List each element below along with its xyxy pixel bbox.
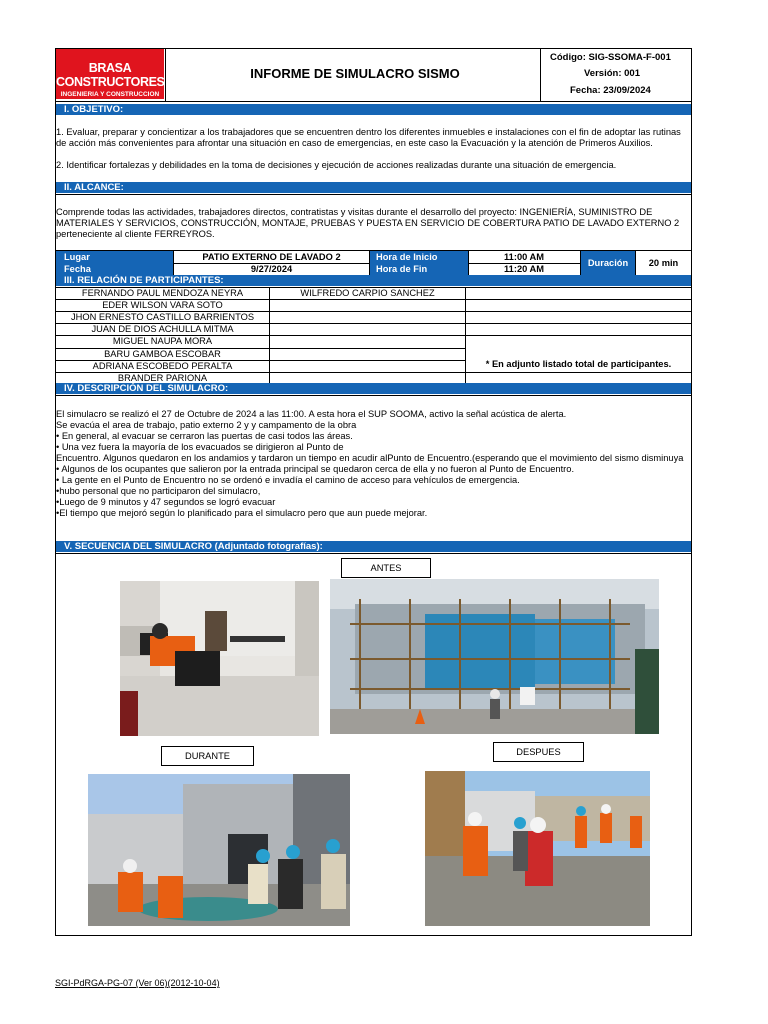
description-text	[56, 409, 690, 519]
photo-office	[120, 581, 319, 736]
hora-inicio-label: Hora de Inicio	[376, 252, 438, 262]
participant-cell: JUAN DE DIOS ACHULLA MITMA	[91, 324, 234, 334]
doc-code: Código: SIG-SSOMA-F-001	[550, 52, 671, 63]
participant-col-line	[269, 287, 270, 384]
fecha-label: Fecha	[64, 264, 91, 274]
description-line: • Una vez fuera la mayoría de los evacuados se dirigieron al Punto de	[56, 442, 344, 452]
participant-row-line	[56, 287, 691, 288]
participant-cell	[270, 311, 465, 323]
participant-row-line	[56, 311, 691, 312]
doc-date: Fecha: 23/09/2024	[570, 85, 651, 96]
participant-cell	[270, 299, 465, 311]
header-divider-right	[540, 48, 541, 101]
hora-inicio-value: 11:00 AM	[504, 252, 544, 262]
label-durante: DURANTE	[161, 746, 254, 766]
description-line: •Luego de 9 minutos y 47 segundos se logró evacuar	[56, 497, 276, 507]
footer-code: SGI-PdRGA-PG-07 (Ver 06)(2012-10-04)	[55, 978, 220, 988]
participant-cell	[270, 323, 465, 335]
hora-fin-label: Hora de Fin	[376, 264, 428, 274]
description-line: • En general, al evacuar se cerraron las puertas de casi todos las áreas.	[56, 431, 353, 441]
participant-cell	[466, 335, 691, 347]
duracion-value: 20 min	[648, 258, 679, 268]
fecha-value: 9/27/2024	[250, 264, 293, 274]
description-line: Se evacúa el area de trabajo, patio externo 2 y y campamento de la obra	[56, 420, 357, 430]
description-line: •hubo personal que no participaron del simulacro,	[56, 486, 261, 496]
scope-divider	[56, 194, 691, 195]
logo-name: BRASA CONSTRUCTORES	[56, 61, 165, 89]
photo-scaffolding	[330, 579, 659, 734]
info-vline-1	[173, 250, 174, 276]
description-line: • La gente en el Punto de Encuentro no se ordenó e invadía el camino de acceso para vehículos de emergencia.	[56, 475, 520, 485]
section-participants-heading: III. RELACIÓN DE PARTICIPANTES:	[56, 275, 691, 286]
participant-cell	[270, 335, 465, 347]
participant-cell: MIGUEL NAUPA MORA	[112, 336, 213, 346]
doc-version: Versión: 001	[584, 68, 640, 79]
section-description-heading: IV. DESCRIPCIÓN DEL SIMULACRO:	[56, 383, 691, 394]
description-line: El simulacro se realizó el 27 de Octubre de 2024 a las 11:00. A esta hora el SUP SOOMA, activo la señal acústica de alerta.	[56, 409, 567, 419]
hora-fin-value: 11:20 AM	[504, 264, 544, 274]
document-title: INFORME DE SIMULACRO SISMO	[250, 66, 460, 81]
participants-note: * En adjunto listado total de participantes.	[485, 359, 672, 369]
description-divider	[56, 395, 691, 396]
participant-row-line	[56, 323, 691, 324]
participant-row-line	[56, 348, 466, 349]
participant-cell: EDER WILSON VARA SOTO	[102, 300, 223, 310]
lugar-label: Lugar	[64, 252, 90, 262]
company-logo	[56, 49, 164, 99]
participant-cell: JHON ERNESTO CASTILLO BARRIENTOS	[70, 312, 255, 322]
duracion-label: Duración	[581, 251, 635, 275]
participant-cell	[466, 323, 691, 335]
photo-meeting-point	[425, 771, 650, 926]
description-line: Encuentro. Algunos quedaron en los andamios y tardaron un tiempo en acudir alPunto de Encuentro.(esperando que el movimiento del sismo disminuya	[56, 453, 684, 463]
participant-cell	[270, 348, 465, 360]
participant-cell: ADRIANA ESCOBEDO PERALTA	[92, 361, 233, 371]
description-line: •El tiempo que mejoró según lo planificado para el simulacro pero que aun puede mejorar.	[56, 508, 428, 518]
label-despues: DESPUES	[493, 742, 584, 762]
participant-row-line	[56, 360, 466, 361]
participant-cell	[466, 311, 691, 323]
section-scope-heading: II. ALCANCE:	[56, 182, 691, 193]
scope-text: Comprende todas las actividades, trabajadores directos, contratistas y visitas durante el desarrollo del proyecto: INGENIERÍA, SUMINISTRO DE MATERIALES Y SERVICIOS, CONSTRUCCIÓN, MONTAJE, PRUEBAS Y PUESTA EN SERVICIO DE COBERTURA PATIO DE LAVADO EXTERNO 2 perteneciente al cliente FERREYROS.	[56, 207, 680, 239]
label-antes: ANTES	[341, 558, 431, 578]
participant-cell: FERNANDO PAUL MENDOZA NEYRA	[81, 288, 244, 298]
header-divider	[55, 101, 692, 102]
participant-cell: BRANDER PARIONA	[117, 373, 208, 383]
participant-cell	[270, 360, 465, 372]
info-vline-5	[635, 250, 636, 276]
logo-tagline: INGENIERIA Y CONSTRUCCION	[60, 91, 160, 98]
header-divider-left	[165, 48, 166, 101]
info-vline-4	[580, 250, 581, 276]
participant-row-line	[56, 299, 691, 300]
participant-cell: BARU GAMBOA ESCOBAR	[104, 349, 221, 359]
section-objective-heading: I. OBJETIVO:	[56, 104, 691, 115]
participant-row-line	[56, 372, 691, 373]
participant-cell	[466, 287, 691, 299]
section-sequence-heading: V. SECUENCIA DEL SIMULACRO (Adjuntado fotografías):	[56, 541, 691, 552]
info-vline-2	[369, 250, 370, 276]
participant-cell	[466, 299, 691, 311]
objective-item-1: 1. Evaluar, preparar y concientizar a los trabajadores que se encuentren dentro los diferentes inmuebles e instalaciones con el fin de adoptar las rutinas de acción más convenientes para afrontar una situación en caso de emergencias, en este caso la Evacuación y la atención de Primeros Auxilios.	[56, 127, 681, 148]
objective-item-2: 2. Identificar fortalezas y debilidades en la toma de decisiones y ejecución de acciones realizadas durante una situación de emergencia.	[56, 160, 617, 170]
info-vline-3	[468, 250, 469, 276]
sequence-divider	[56, 553, 691, 554]
lugar-value: PATIO EXTERNO DE LAVADO 2	[202, 252, 341, 262]
photo-evacuation	[88, 774, 350, 926]
participant-row-line	[56, 335, 691, 336]
description-line: • Algunos de los ocupantes que salieron por la entrada principal se quedaron cerca de ella y no fueron al Punto de Encuentro.	[56, 464, 575, 474]
participant-cell: WILFREDO CARPIO SANCHEZ	[300, 288, 435, 298]
